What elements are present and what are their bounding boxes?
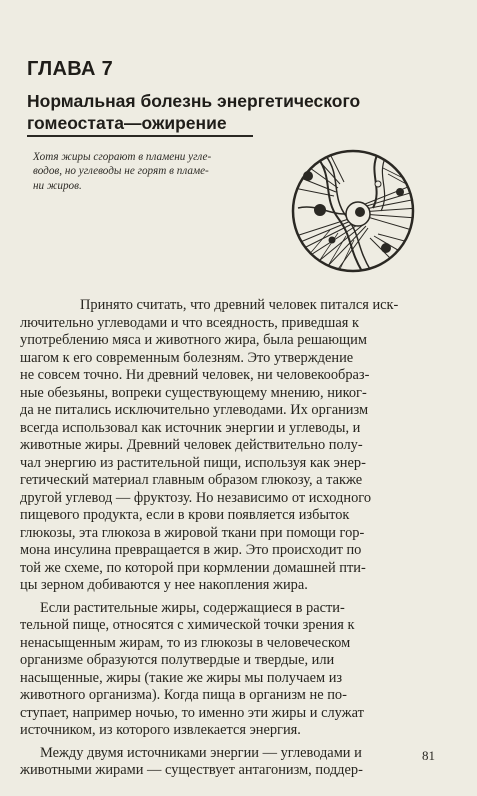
epigraph	[33, 150, 265, 193]
chapter-title-line: гомеостата—ожирение	[27, 113, 227, 133]
text-line: употреблению мяса и животного жира, была решающим	[20, 332, 367, 348]
text-line: животными жирами — существует антагонизм, поддер-	[20, 762, 363, 778]
paragraph	[20, 599, 442, 740]
title-underline	[27, 135, 253, 137]
text-line: лючительно углеводами и что всеядность, приведшая к	[20, 314, 359, 331]
chapter-title-line: Нормальная болезнь энергетического	[27, 91, 361, 111]
text-line: Принято считать, что древний человек питался иск-	[80, 297, 399, 313]
chapter-illustration	[278, 148, 428, 274]
page-number: 81	[422, 748, 435, 763]
text-line: чал энергию из растительной пищи, используя как энер-	[20, 454, 366, 471]
epigraph-line: водов, но углеводы не горят в пламе-	[33, 165, 209, 178]
text-line: насыщенные, жиры (такие же жиры мы получаем из	[20, 669, 343, 686]
text-line: не совсем точно. Ни древний человек, ни человекообраз-	[20, 367, 370, 383]
text-line: глюкозы, эта глюкоза в жировой ткани при помощи гор-	[20, 524, 365, 541]
text-line: тельной пище, относятся с химической точки зрения к	[20, 617, 355, 633]
text-line: источником, из которого извлекается энергия.	[20, 722, 301, 738]
body-text	[20, 297, 442, 780]
text-line: ступает, например ночью, то именно эти жиры и служат	[20, 704, 364, 721]
text-line: той же схеме, по которой при кормлении домашней пти-	[20, 559, 366, 576]
text-line: ненасыщенным жирам, то из глюкозы в человеческом	[20, 634, 351, 651]
chapter-title	[27, 90, 427, 134]
text-line: ные обезьяны, вопреки существующему мнению, никог-	[20, 384, 367, 401]
text-line: всегда использовал как источник энергии и углеводы, и	[20, 419, 361, 436]
text-line: Если растительные жиры, содержащиеся в расти-	[40, 599, 345, 616]
paragraph	[20, 297, 442, 595]
epigraph-line: Хотя жиры сгорают в пламени угле-	[33, 151, 212, 163]
text-line: шагом к его современным болезням. Это утверждение	[20, 349, 354, 366]
text-line: Между двумя источниками энергии — углеводами и	[40, 744, 362, 761]
text-line: животного организма). Когда пища в организм не по-	[20, 687, 347, 703]
text-line: пищевого продукта, если в крови появляется избыток	[20, 507, 350, 523]
text-line: организме образуются полутвердые и твердые, или	[20, 652, 335, 668]
text-line: цы зерном добиваются у нее накопления жира.	[20, 577, 308, 593]
text-line: да не питались исключительно углеводами. Их организм	[20, 402, 369, 418]
paragraph	[20, 744, 442, 780]
chapter-heading: ГЛАВА 7	[27, 58, 113, 80]
text-line: животные жиры. Древний человек действительно полу-	[20, 437, 363, 453]
text-line: другой углевод — фруктозу. Но независимо от исходного	[20, 489, 372, 506]
epigraph-line: ни жиров.	[33, 179, 82, 192]
text-line: мона инсулина превращается в жир. Это происходит по	[20, 542, 362, 558]
text-line: гетический материал главным образом глюкозу, а также	[20, 472, 363, 488]
circle-engraving-illustration	[278, 148, 428, 274]
